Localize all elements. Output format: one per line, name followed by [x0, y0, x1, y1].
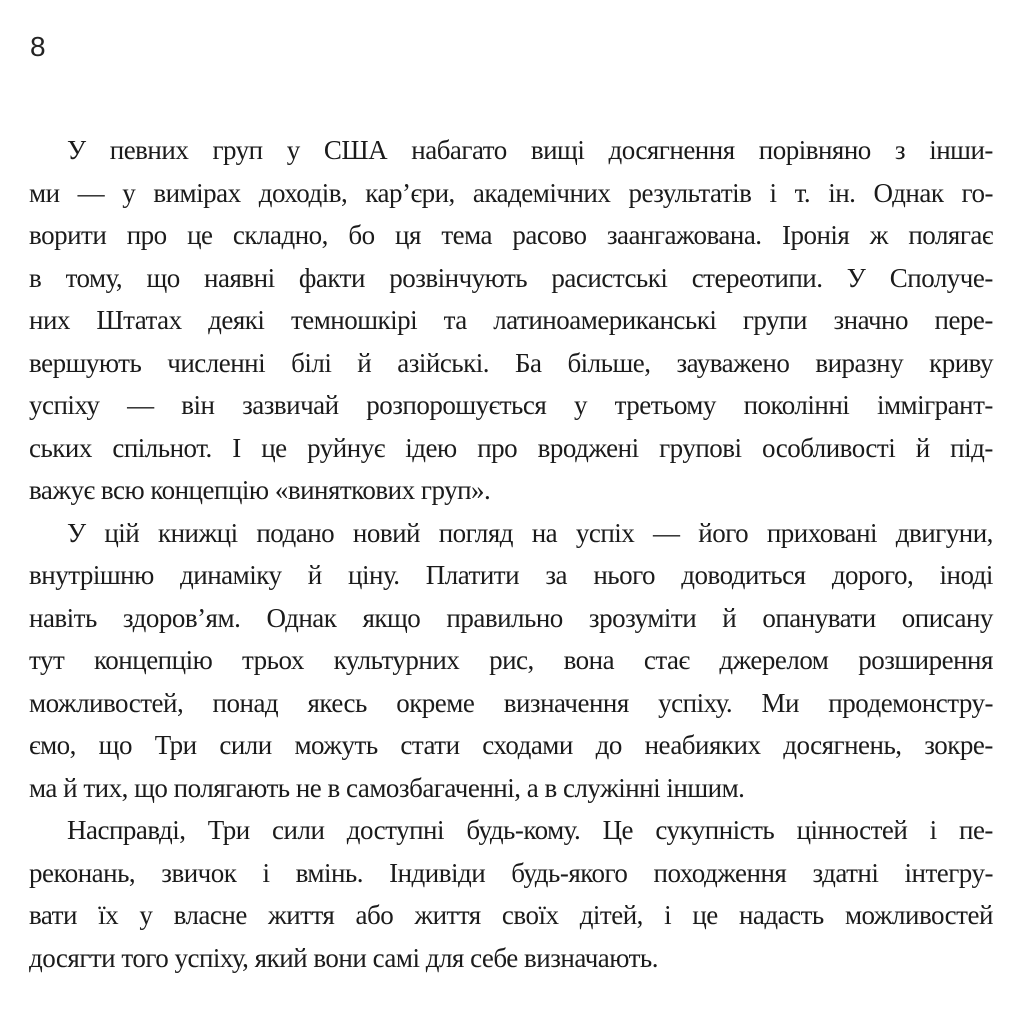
word: і: [664, 900, 672, 930]
word: сукупність: [655, 815, 775, 845]
word: під-: [950, 432, 993, 463]
word: продемонстру-: [828, 687, 993, 718]
word: це: [261, 432, 287, 463]
word: Це: [602, 815, 634, 845]
text-line: [29, 427, 993, 470]
text-line: [29, 257, 993, 300]
word: полягає: [908, 220, 993, 250]
word: азійські.: [397, 347, 489, 378]
word: зокре-: [924, 730, 993, 760]
word: академічних: [472, 177, 611, 208]
word: вроджені: [537, 432, 639, 463]
word: вати: [29, 900, 77, 930]
word: цінностей: [796, 815, 908, 845]
word: будь-якого: [511, 857, 628, 888]
word: Індивіди: [389, 857, 486, 888]
word: бо: [348, 220, 375, 250]
word: третьому: [614, 390, 716, 420]
word: набагато: [411, 135, 507, 165]
word: ця: [395, 220, 421, 250]
word: групові: [659, 432, 742, 463]
word: іноді: [939, 560, 993, 590]
word: звичок: [161, 857, 237, 888]
word: —: [653, 517, 680, 548]
word: певних: [109, 135, 189, 165]
word: кар’єри,: [365, 177, 455, 208]
word: доходів,: [258, 177, 348, 208]
text-line: [29, 299, 993, 342]
word: —: [77, 177, 105, 208]
word: порівняно: [758, 135, 871, 165]
text-line: [29, 724, 993, 767]
word: ських: [29, 432, 92, 463]
word: зазвичай: [242, 390, 339, 420]
word: тема: [441, 220, 492, 250]
word: динаміку: [180, 560, 282, 590]
word: т.: [794, 177, 811, 208]
word: можливостей,: [29, 687, 184, 718]
word: особливості: [762, 432, 896, 463]
word: ін.: [828, 177, 856, 208]
word: неабияких: [644, 730, 761, 760]
word: здатні: [812, 857, 879, 888]
word: визначення: [503, 687, 629, 718]
word: у: [573, 390, 587, 420]
text-line: [29, 852, 993, 895]
word: расово: [512, 220, 587, 250]
word: у: [139, 900, 153, 930]
text-line: [29, 597, 993, 640]
word: у: [122, 177, 136, 208]
word: нього: [593, 560, 655, 590]
word: він: [181, 390, 215, 420]
word: сили: [219, 730, 272, 760]
word: спільнот.: [112, 432, 212, 463]
word: Платити: [425, 560, 520, 590]
word: власне: [173, 900, 247, 930]
word: результатів: [628, 177, 752, 208]
word: темношкірі: [290, 305, 418, 335]
word: значно: [833, 305, 908, 335]
text-line: [29, 172, 993, 215]
word: описану: [901, 602, 993, 633]
word: за: [545, 560, 568, 590]
word: розширення: [858, 645, 993, 675]
word: виразну: [815, 347, 904, 378]
word: Ба: [514, 347, 542, 378]
word: вмінь.: [295, 857, 363, 888]
word: можуть: [294, 730, 378, 760]
word: Однак: [873, 177, 944, 208]
word: якесь: [307, 687, 367, 718]
word: та: [443, 305, 467, 335]
text-line: важує всю концепцію «виняткових груп».: [29, 475, 491, 505]
word: стає: [643, 645, 690, 675]
word: своїх: [501, 900, 559, 930]
text-line: ма й тих, що полягають не в самозбагаченні, а в служінні іншим.: [29, 772, 745, 803]
word: й: [307, 560, 322, 590]
word: вимірах: [153, 177, 241, 208]
word: здоров’ям.: [122, 602, 241, 633]
word: інши-: [929, 135, 993, 165]
word: книжці: [157, 517, 238, 548]
word: ідею: [405, 432, 457, 463]
word: доступні: [346, 815, 444, 845]
text-line: [29, 682, 993, 725]
word: будь-кому.: [466, 815, 581, 845]
word: успіх: [575, 517, 635, 548]
word: надасть: [738, 900, 824, 930]
word: Іронія: [781, 220, 850, 250]
text-line: досягти того успіху, який вони самі для себе визначають.: [29, 942, 658, 973]
word: новий: [352, 517, 420, 548]
word: окреме: [396, 687, 475, 718]
word: тут: [29, 645, 65, 675]
word: що: [98, 730, 132, 760]
word: групи: [742, 305, 807, 335]
word: можливостей: [844, 900, 993, 930]
word: якщо: [362, 602, 421, 633]
word: внутрішню: [29, 560, 154, 590]
word: пере-: [934, 305, 993, 335]
word: зрозуміти: [588, 602, 697, 633]
page-number: 8: [30, 31, 46, 62]
word: ворити: [29, 220, 107, 250]
word: Однак: [266, 602, 337, 633]
word: джерелом: [719, 645, 829, 675]
word: до: [595, 730, 622, 760]
text-line: [29, 894, 993, 937]
word: сходами: [482, 730, 573, 760]
word: факти: [298, 262, 365, 293]
word: іммігрант-: [876, 390, 993, 420]
word: Три: [154, 730, 197, 760]
word: ми: [29, 177, 60, 208]
word: поколінні: [743, 390, 850, 420]
word: опанувати: [762, 602, 876, 633]
text-line: [29, 809, 993, 852]
word: і: [262, 857, 270, 888]
word: в: [29, 262, 42, 293]
word: ціну.: [348, 560, 400, 590]
word: І: [232, 432, 241, 463]
word: сили: [272, 815, 325, 845]
word: реконань,: [29, 857, 136, 888]
word: криву: [929, 347, 993, 378]
word: цій: [104, 517, 140, 548]
word: стати: [400, 730, 460, 760]
word: культурних: [333, 645, 460, 675]
word: й: [722, 602, 737, 633]
word: у: [286, 135, 300, 165]
word: і: [769, 177, 777, 208]
word: Три: [207, 815, 250, 845]
word: тому,: [65, 262, 123, 293]
word: ж: [869, 220, 888, 250]
word: розпорошується: [366, 390, 547, 420]
word: про: [126, 220, 167, 250]
word: рис,: [489, 645, 534, 675]
word: подано: [256, 517, 335, 548]
word: життя: [268, 900, 335, 930]
word: —: [127, 390, 154, 420]
word: Ми: [761, 687, 799, 718]
word: й: [357, 347, 372, 378]
word: зауважено: [676, 347, 790, 378]
word: складно,: [232, 220, 328, 250]
word: го-: [961, 177, 993, 208]
text-line: [29, 512, 993, 555]
word: розвінчують: [389, 262, 528, 293]
word: концепцію: [94, 645, 213, 675]
word: них: [29, 305, 70, 335]
word: У: [67, 517, 86, 548]
word: дорого,: [831, 560, 914, 590]
word: більше,: [567, 347, 651, 378]
word: вершують: [29, 347, 142, 378]
word: деякі: [208, 305, 265, 335]
word: Насправді,: [67, 815, 186, 845]
word: Штатах: [96, 305, 182, 335]
text-line: [29, 342, 993, 385]
word: руйнує: [307, 432, 385, 463]
word: вищі: [530, 135, 585, 165]
word: латиноамериканські: [493, 305, 717, 335]
word: це: [187, 220, 213, 250]
word: й: [915, 432, 930, 463]
word: білі: [291, 347, 332, 378]
body-text: [29, 129, 993, 979]
word: двигуни,: [895, 517, 993, 548]
word: дітей,: [579, 900, 643, 930]
word: стереотипи.: [691, 262, 823, 293]
word: про: [477, 432, 518, 463]
word: груп: [212, 135, 263, 165]
word: їх: [98, 900, 119, 930]
word: приховані: [766, 517, 878, 548]
word: досягнення: [608, 135, 735, 165]
word: погляд: [438, 517, 513, 548]
word: ємо,: [29, 730, 76, 760]
text-line: [29, 129, 993, 172]
text-line: [29, 214, 993, 257]
word: досягнень,: [783, 730, 902, 760]
word: пе-: [959, 815, 993, 845]
word: У: [67, 135, 86, 165]
word: або: [355, 900, 394, 930]
word: походження: [653, 857, 787, 888]
word: на: [531, 517, 558, 548]
word: Сполуче-: [889, 262, 993, 293]
word: трьох: [242, 645, 304, 675]
word: правильно: [446, 602, 563, 633]
word: понад: [212, 687, 279, 718]
word: расистські: [551, 262, 668, 293]
word: його: [698, 517, 749, 548]
word: що: [146, 262, 180, 293]
word: успіху.: [658, 687, 733, 718]
word: інтегру-: [904, 857, 993, 888]
text-line: [29, 554, 993, 597]
word: життя: [414, 900, 481, 930]
word: наявні: [204, 262, 275, 293]
word: США: [323, 135, 388, 165]
word: доводиться: [681, 560, 806, 590]
word: численні: [167, 347, 266, 378]
word: заангажована.: [606, 220, 762, 250]
word: успіху: [29, 390, 100, 420]
text-line: [29, 384, 993, 427]
word: і: [929, 815, 937, 845]
word: це: [692, 900, 718, 930]
word: вона: [563, 645, 615, 675]
word: У: [846, 262, 866, 293]
text-line: [29, 639, 993, 682]
word: з: [894, 135, 906, 165]
word: навіть: [29, 602, 97, 633]
